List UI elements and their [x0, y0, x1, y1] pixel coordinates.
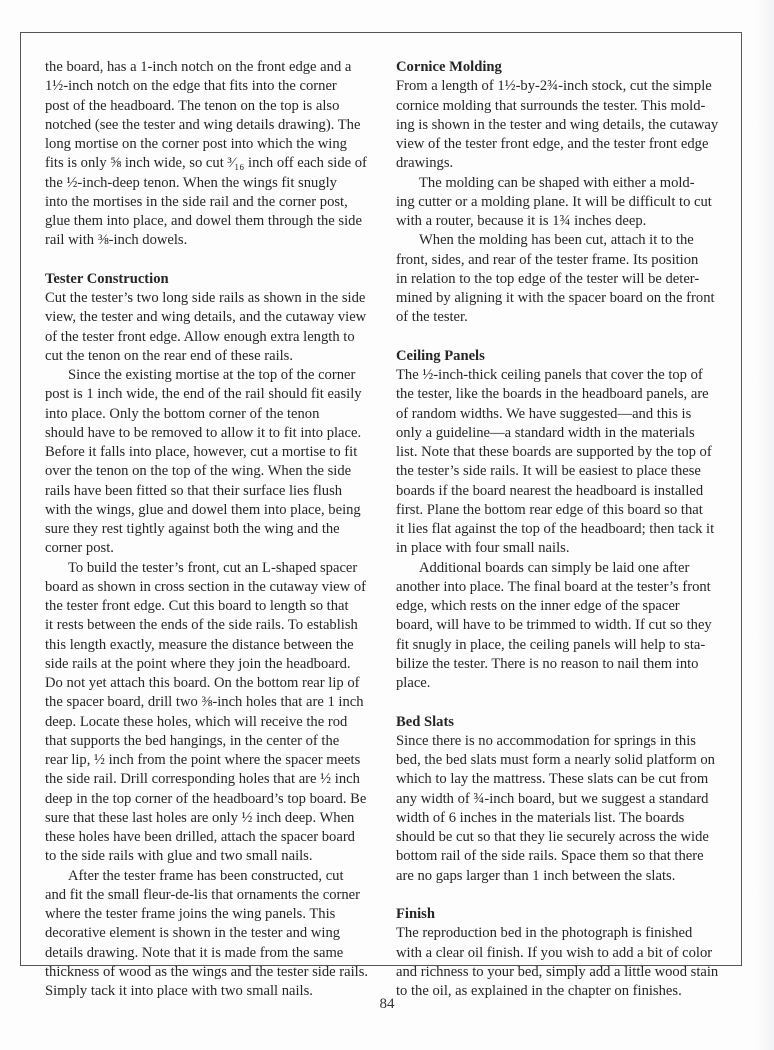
section-gap [396, 693, 741, 712]
text-line: where the tester frame joins the wing panels. This [45, 906, 336, 922]
text-line: only a guideline—a standard width in the materials [396, 424, 695, 441]
text-line: of the tester. [396, 309, 468, 326]
text-line: notched (see the tester and wing details drawing). The [45, 116, 361, 133]
paragraph [396, 732, 741, 886]
text-line: Additional boards can simply be laid one after [419, 559, 690, 576]
text-line: any width of ¾-inch board, but we suggest a standard [396, 790, 709, 807]
text-line: long mortise on the corner post into which the wing [45, 136, 347, 152]
text-line: the side rail. Drill corresponding holes that are ½ inch [45, 771, 360, 788]
text-line: and richness to your bed, simply add a little wood stain [396, 963, 719, 980]
text-line: Since the existing mortise at the top of the corner [68, 367, 356, 383]
paragraph [45, 289, 390, 366]
text-line: of random widths. We have suggested—and this is [396, 405, 692, 422]
text-line: rails have been fitted so that their surface lies flush [45, 482, 343, 499]
text-line: in relation to the top edge of the tester will be deter- [396, 270, 700, 287]
text-line: with a router, because it is 1¾ inches deep. [396, 213, 647, 229]
text-line: Before it falls into place, however, cut a mortise to fit [45, 444, 358, 460]
heading-cornice-molding: Cornice Molding [396, 59, 502, 75]
text-line: Since there is no accommodation for springs in this [396, 732, 696, 749]
text-line: this length exactly, measure the distance between the [45, 636, 354, 653]
text-line: boards if the board nearest the headboard is installed [396, 482, 704, 499]
paragraph [45, 366, 390, 559]
text-line: corner post. [45, 540, 114, 557]
text-line: that supports the bed hangings, in the center of the [45, 732, 340, 749]
text-line: After the tester frame has been constructed, cut [68, 867, 344, 884]
text-line: The reproduction bed in the photograph is finished [396, 925, 693, 942]
text-line: sure they rest tightly against both the wing and the [45, 521, 340, 537]
text-line: the ½-inch-deep tenon. When the wings fit snugly [45, 174, 337, 191]
text-line: first. Plane the bottom rear edge of this board so that [396, 501, 703, 518]
paragraph [396, 924, 741, 1001]
text-line: The ½-inch-thick ceiling panels that cover the top of [396, 367, 703, 383]
text-line: the tester’s side rails. It will be easiest to place these [396, 463, 701, 480]
text-line: cut the tenon on the rear end of these rails. [45, 347, 294, 364]
section-gap [396, 886, 741, 905]
text-line: bottom rail of the side rails. Space them so that there [396, 848, 704, 865]
text-line: bed, the bed slats must form a nearly solid platform on [396, 752, 715, 768]
text-line: When the molding has been cut, attach it to the [419, 232, 694, 249]
text-line: front, sides, and rear of the tester frame. Its position [396, 251, 699, 268]
text-line: in place with four small nails. [396, 540, 570, 557]
text-line: into the mortises in the side rail and the corner post, [45, 193, 348, 210]
left-column [45, 58, 390, 1001]
paragraph [396, 231, 741, 327]
right-column [396, 58, 741, 1001]
text-line: Cut the tester’s two long side rails as shown in the side [45, 290, 366, 306]
text-line: rail with ⅜-inch dowels. [45, 232, 188, 249]
text-line: mined by aligning it with the spacer board on the front [396, 290, 715, 306]
text-line: place. [396, 675, 431, 691]
text-line: From a length of 1½-by-2¾-inch stock, cut the simple [396, 78, 712, 95]
text-line: side rails at the point where they join the headboard. [45, 655, 351, 672]
heading-tester-construction: Tester Construction [45, 270, 169, 287]
text-line: view of the tester front edge, and the tester front edge [396, 136, 709, 152]
text-line: it lies flat against the top of the headboard; then tack it [396, 521, 715, 537]
text-line: the spacer board, drill two ⅜-inch holes that are 1 inch [45, 694, 364, 711]
text-line: details drawing. Note that it is made from the same [45, 944, 344, 961]
text-line: deep. Locate these holes, which will receive the rod [45, 713, 348, 730]
text-line: to the oil, as explained in the chapter on finishes. [396, 983, 682, 999]
text-line: which to lay the mattress. These slats can be cut from [396, 771, 709, 788]
text-line: ing cutter or a molding plane. It will be difficult to cut [396, 193, 712, 210]
text-line: are no gaps larger than 1 inch between the slats. [396, 867, 676, 884]
text-line: To build the tester’s front, cut an L-shaped spacer [68, 559, 358, 576]
heading-bed-slats: Bed Slats [396, 713, 454, 730]
text-line: Do not yet attach this board. On the bottom rear lip of [45, 675, 360, 691]
text-line: with a clear oil finish. If you wish to add a bit of color [396, 944, 713, 961]
text-line: these holes have been drilled, attach the spacer board [45, 829, 355, 845]
text-line: bilize the tester. There is no reason to nail them into [396, 655, 699, 672]
text-line: board as shown in cross section in the cutaway view of [45, 578, 366, 595]
text-line: another into place. The final board at the tester’s front [396, 578, 711, 595]
page-number: 84 [379, 996, 395, 1012]
paragraph [396, 77, 741, 173]
section-gap [396, 328, 741, 347]
text-line: the board, has a 1-inch notch on the front edge and a [45, 59, 352, 75]
section-gap [45, 251, 390, 270]
heading-ceiling-panels: Ceiling Panels [396, 347, 485, 364]
text-line: cornice molding that surrounds the tester. This mold- [396, 97, 706, 114]
intro-paragraph [45, 58, 390, 251]
paragraph [45, 559, 390, 867]
text-line: should be cut so that they lie securely across the wide [396, 829, 709, 845]
paragraph [396, 174, 741, 232]
page-edge-shadow [756, 0, 774, 1050]
text-line: drawings. [396, 155, 454, 172]
text-line: deep in the top corner of the headboard’s top board. Be [45, 790, 367, 807]
text-line: decorative element is shown in the tester and wing [45, 925, 341, 942]
text-line: should have to be removed to allow it to fit into place. [45, 424, 362, 441]
text-line: post is 1 inch wide, the end of the rail should fit easily [45, 386, 362, 403]
text-line: The molding can be shaped with either a mold- [419, 174, 695, 191]
paragraph [396, 559, 741, 694]
text-line: width of 6 inches in the materials list. The boards [396, 809, 685, 826]
text-line: edge, which rests on the inner edge of the spacer [396, 598, 680, 614]
text-line: the tester, like the boards in the headboard panels, are [396, 386, 709, 403]
text-line: view, the tester and wing details, and the cutaway view [45, 309, 367, 326]
text-line: rear lip, ½ inch from the point where the spacer meets [45, 752, 361, 768]
text-line: over the tenon on the top of the wing. When the side [45, 463, 352, 480]
text-line: of the tester front edge. Allow enough extra length to [45, 328, 355, 345]
text-line: sure that these last holes are only ½ inch deep. When [45, 809, 355, 826]
paragraph [396, 366, 741, 559]
text-line: into place. Only the bottom corner of the tenon [45, 405, 320, 422]
text-line: with the wings, glue and dowel them into place, being [45, 501, 361, 518]
text-line: and fit the small fleur-de-lis that ornaments the corner [45, 886, 360, 903]
text-line: 1½-inch notch on the edge that fits into the corner [45, 78, 337, 95]
text-line: post of the headboard. The tenon on the top is also [45, 97, 340, 114]
text-line: Simply tack it into place with two small nails. [45, 983, 313, 999]
text-line: fit snugly in place, the ceiling panels will help to sta- [396, 636, 706, 653]
text-line: it rests between the ends of the side rails. To establish [45, 617, 358, 634]
text-line: the tester front edge. Cut this board to length so that [45, 598, 349, 614]
text-line: ing is shown in the tester and wing details, the cutaway [396, 116, 719, 133]
text-line: thickness of wood as the wings and the tester side rails. [45, 963, 369, 980]
text-line: fits is only ⅝ inch wide, so cut ³⁄₁₆ inch off each side of [45, 155, 367, 172]
text-line: list. Note that these boards are supported by the top of [396, 444, 712, 460]
text-line: board, will have to be trimmed to width. If cut so they [396, 617, 712, 634]
heading-finish: Finish [396, 906, 435, 922]
paragraph [45, 867, 390, 1002]
text-line: glue them into place, and dowel them through the side [45, 213, 362, 229]
text-line: to the side rails with glue and two small nails. [45, 848, 313, 865]
